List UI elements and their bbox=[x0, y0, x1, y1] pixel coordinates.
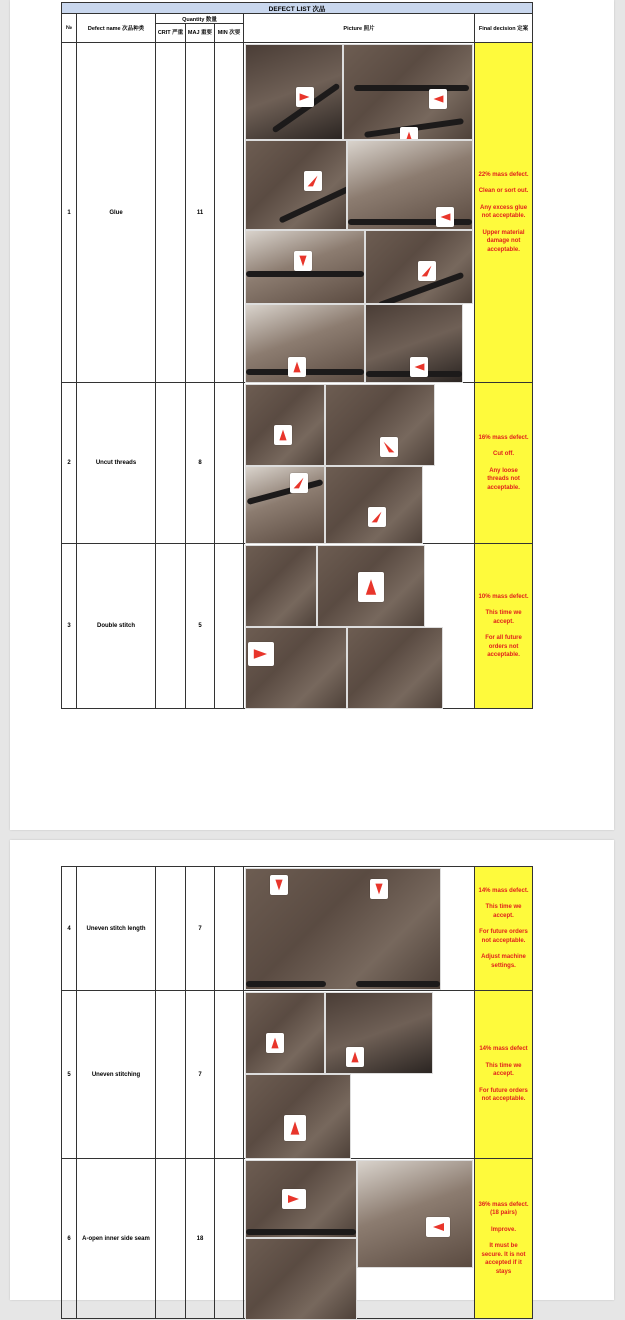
decision-line: 22% mass defect. bbox=[478, 171, 529, 178]
header-final-decision: Final decision 定案 bbox=[475, 14, 533, 43]
red-arrow-marker-icon bbox=[248, 642, 274, 666]
defect-photos bbox=[244, 544, 475, 709]
defect-photo bbox=[245, 304, 365, 383]
red-arrow-marker-icon bbox=[288, 357, 306, 377]
row-number: 4 bbox=[62, 867, 77, 991]
decision-line: For future orders not acceptable. bbox=[479, 929, 528, 944]
defect-name: Double stitch bbox=[77, 544, 156, 709]
final-decision bbox=[475, 383, 533, 544]
defect-photo bbox=[245, 140, 347, 230]
defect-photo bbox=[365, 304, 463, 383]
defect-photo bbox=[245, 1160, 357, 1238]
defect-name: A-open inner side seam bbox=[77, 1159, 156, 1319]
defect-list-table bbox=[61, 2, 533, 709]
defect-photo bbox=[245, 1074, 351, 1159]
final-decision bbox=[475, 991, 533, 1159]
header-no: № bbox=[62, 14, 77, 43]
defect-photos bbox=[244, 383, 475, 544]
defect-photo bbox=[357, 1160, 473, 1268]
defect-photo bbox=[245, 230, 365, 304]
defect-photos bbox=[244, 991, 475, 1159]
defect-photo bbox=[325, 466, 423, 544]
qty-crit bbox=[156, 43, 186, 383]
defect-photo bbox=[245, 868, 441, 990]
table-row bbox=[62, 1159, 533, 1319]
qty-maj: 5 bbox=[186, 544, 215, 709]
red-arrow-marker-icon bbox=[294, 251, 312, 271]
qty-maj: 8 bbox=[186, 383, 215, 544]
defect-list-table-continued bbox=[61, 866, 533, 1319]
row-number: 6 bbox=[62, 1159, 77, 1319]
qty-maj: 7 bbox=[186, 991, 215, 1159]
qty-min bbox=[215, 383, 244, 544]
defect-photo bbox=[245, 44, 343, 140]
document-page-1 bbox=[10, 0, 614, 830]
red-arrow-marker-icon bbox=[296, 87, 314, 107]
qty-maj: 11 bbox=[186, 43, 215, 383]
defect-photo bbox=[325, 992, 433, 1074]
defect-photo bbox=[245, 1238, 357, 1320]
red-arrow-marker-icon bbox=[282, 1189, 306, 1209]
defect-photo bbox=[365, 230, 473, 304]
decision-line: 10% mass defect. bbox=[478, 593, 529, 600]
defect-name: Glue bbox=[77, 43, 156, 383]
red-arrow-marker-icon bbox=[426, 1217, 450, 1237]
decision-line: Any excess glue not acceptable. bbox=[480, 204, 528, 220]
final-decision bbox=[475, 867, 533, 991]
red-arrow-marker-icon bbox=[266, 1033, 284, 1053]
red-arrow-marker-icon bbox=[418, 261, 436, 281]
red-arrow-marker-icon bbox=[370, 879, 388, 899]
defect-photos bbox=[244, 1159, 475, 1319]
row-number: 1 bbox=[62, 43, 77, 383]
table-row bbox=[62, 544, 533, 709]
decision-line: Upper material damage not acceptable. bbox=[482, 229, 525, 253]
header-defect-name: Defect name 次品种类 bbox=[77, 14, 156, 43]
decision-line: Cut off. bbox=[493, 451, 515, 458]
red-arrow-marker-icon bbox=[380, 437, 398, 457]
decision-line: Any loose threads not acceptable. bbox=[487, 467, 520, 491]
defect-photo bbox=[245, 545, 317, 627]
defect-photo bbox=[245, 384, 325, 466]
qty-crit bbox=[156, 1159, 186, 1319]
header-quantity: Quantity 数量 bbox=[156, 14, 244, 24]
decision-line: For future orders not acceptable. bbox=[479, 1087, 528, 1103]
defect-photos bbox=[244, 867, 475, 991]
defect-name: Uneven stitching bbox=[77, 991, 156, 1159]
red-arrow-marker-icon bbox=[274, 425, 292, 445]
header-min: MIN 次要 bbox=[215, 24, 244, 43]
defect-photos bbox=[244, 43, 475, 383]
qty-crit bbox=[156, 383, 186, 544]
qty-maj: 7 bbox=[186, 867, 215, 991]
defect-photo bbox=[347, 627, 443, 709]
decision-line: 14% mass defect bbox=[479, 1046, 528, 1053]
defect-name: Uncut threads bbox=[77, 383, 156, 544]
defect-photo bbox=[245, 627, 347, 709]
defect-photo bbox=[325, 384, 435, 466]
decision-line: 36% mass defect. (18 pairs) bbox=[478, 1201, 529, 1217]
table-title: DEFECT LIST 次品 bbox=[62, 3, 533, 14]
qty-maj: 18 bbox=[186, 1159, 215, 1319]
red-arrow-marker-icon bbox=[304, 171, 322, 191]
document-page-2 bbox=[10, 840, 614, 1300]
table-row bbox=[62, 867, 533, 991]
row-number: 3 bbox=[62, 544, 77, 709]
defect-photo bbox=[245, 466, 325, 544]
header-maj: MAJ 重要 bbox=[186, 24, 215, 43]
table-row bbox=[62, 43, 533, 383]
defect-photo bbox=[343, 44, 473, 140]
qty-min bbox=[215, 991, 244, 1159]
red-arrow-marker-icon bbox=[429, 89, 447, 109]
red-arrow-marker-icon bbox=[358, 572, 384, 602]
decision-line: 16% mass defect. bbox=[478, 434, 529, 441]
red-arrow-marker-icon bbox=[270, 875, 288, 895]
qty-min bbox=[215, 867, 244, 991]
defect-photo bbox=[245, 992, 325, 1074]
decision-line: It must be secure. It is not accepted if it stays bbox=[481, 1243, 526, 1275]
decision-line: Improve. bbox=[490, 1226, 516, 1233]
decision-line: Clean or sort out. bbox=[478, 188, 529, 195]
defect-name: Uneven stitch length bbox=[77, 867, 156, 991]
qty-crit bbox=[156, 867, 186, 991]
red-arrow-marker-icon bbox=[284, 1115, 306, 1141]
red-arrow-marker-icon bbox=[400, 127, 418, 140]
row-number: 5 bbox=[62, 991, 77, 1159]
red-arrow-marker-icon bbox=[368, 507, 386, 527]
decision-line: This time we accept. bbox=[485, 1062, 522, 1078]
defect-photo bbox=[347, 140, 473, 230]
qty-min bbox=[215, 43, 244, 383]
qty-min bbox=[215, 1159, 244, 1319]
row-number: 2 bbox=[62, 383, 77, 544]
red-arrow-marker-icon bbox=[436, 207, 454, 227]
defect-photo bbox=[317, 545, 425, 627]
table-row bbox=[62, 991, 533, 1159]
red-arrow-marker-icon bbox=[290, 473, 308, 493]
decision-line: This time we accept. bbox=[485, 610, 522, 625]
qty-min bbox=[215, 544, 244, 709]
final-decision bbox=[475, 43, 533, 383]
red-arrow-marker-icon bbox=[410, 357, 428, 377]
decision-line: For all future orders not acceptable. bbox=[485, 635, 522, 658]
decision-line: 14% mass defect. bbox=[478, 887, 529, 894]
qty-crit bbox=[156, 991, 186, 1159]
final-decision bbox=[475, 1159, 533, 1319]
header-picture: Picture 照片 bbox=[244, 14, 475, 43]
header-crit: CRIT 严重 bbox=[156, 24, 186, 43]
table-row bbox=[62, 383, 533, 544]
red-arrow-marker-icon bbox=[346, 1047, 364, 1067]
final-decision bbox=[475, 544, 533, 709]
decision-line: This time we accept. bbox=[485, 904, 522, 919]
decision-line: Adjust machine settings. bbox=[481, 954, 526, 969]
qty-crit bbox=[156, 544, 186, 709]
